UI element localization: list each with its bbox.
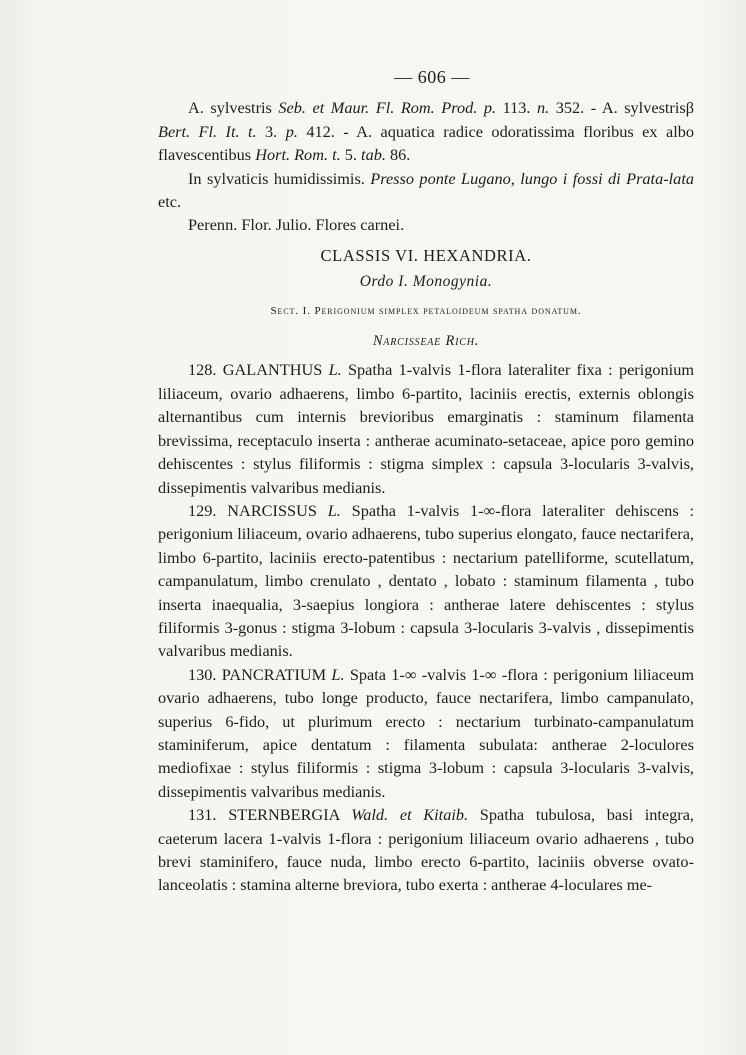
- ordo-heading: Ordo I. Monogynia.: [359, 273, 493, 291]
- genus-description: Spatha 1-valvis 1-∞-flora lateraliter dehiscens : perigonium liliaceum, ovario adhaerens, tubo superius elongato, fauce nectarifera, limbo 6-partito, laciniis erecto-patentibus : nectarium patelliforme, scutellatum, campanulatum, limbo crenulato , dentato , lobato : staminum filamenta , tubo inserta inaequalia, 3-saepius longiora : antherae latere dehiscentes : stylus filiformis 3-gonus : stigma 3-lobum : capsula 3-locularis 3-valvis , dissepimentis valvaribus medianis.: [158, 500, 694, 661]
- page-text: [158, 66, 694, 897]
- genus-author: Wald. et Kitaib.: [351, 805, 469, 825]
- synonym-text: 352. - A. sylvestris: [549, 98, 686, 118]
- synonym-text: 113.: [496, 98, 538, 118]
- synonym-citation: p.: [285, 121, 298, 141]
- genus-author: L.: [328, 360, 342, 380]
- genus-paragraph-pancratium: [158, 663, 694, 803]
- synonym-text: 3.: [256, 121, 286, 141]
- genus-description: Spatha 1-valvis 1-flora lateraliter fixa : perigonium liliaceum, ovario adhaerens, limbo 6-partito, laciniis erectis, externis oblongis alternantibus cum internis brevioribus emarginatis : staminum filamenta brevissima, receptaculo inserta : antherae acuminato-setaceae, apice poro gemino dehiscentes : stylus filiformis : stigma simplex : capsula 3-locularis 3-valvis, dissepimentis valvaribus medianis.: [158, 360, 695, 497]
- synonym-citation: tab.: [361, 145, 386, 165]
- synonym-citation: n.: [537, 98, 550, 118]
- tribe-heading: Narcisseae Rich.: [372, 333, 480, 350]
- habitat-locality: lata: [668, 168, 694, 188]
- genus-number: 130. PANCRATIUM: [188, 664, 332, 684]
- classis-heading: CLASSIS VI. HEXANDRIA.: [320, 245, 532, 265]
- genus-description: Spata 1-∞ -valvis 1-∞ -flora : perigonium liliaceum ovario adhaerens, tubo longe producto, fauce nectarifera, limbo campanulato, superius 6-fido, ut plurimum erecto : nectarium turbinato-campanulatum staminiferum, apice dentatum : filamenta subulata: antherae 2-loculores mediofixae : stylus filiformis : stigma 3-lobum : capsula 3-locularis 3-valvis, dissepimentis valvaribus medianis.: [158, 664, 694, 801]
- synonym-citation: Seb. et Maur. Fl. Rom. Prod. p.: [278, 98, 497, 118]
- genus-paragraph-narcissus: [158, 499, 694, 663]
- genus-paragraph-sternbergia: [158, 803, 694, 897]
- sect-heading: Sect. I. Perigonium simplex petaloideum spatha donatum.: [270, 304, 582, 317]
- genus-paragraph-galanthus: [158, 358, 694, 498]
- habitat-paragraph: [158, 167, 694, 214]
- habitat-locality: Presso ponte Lugano, lungo i fossi di Prata-: [370, 168, 669, 188]
- perenn-paragraph: Perenn. Flor. Julio. Flores carnei.: [188, 215, 405, 235]
- synonym-text: A. sylvestris: [188, 98, 279, 118]
- synonym-text: 412. - A. aquatica radice odoratissima floribus ex albo: [297, 121, 695, 141]
- genus-author: L.: [327, 500, 341, 520]
- synonym-text: flavescentibus: [158, 145, 256, 165]
- genus-number: 129. NARCISSUS: [188, 500, 328, 520]
- genus-number: 128. GALANTHUS: [188, 360, 329, 380]
- genus-number: 131. STERNBERGIA: [188, 805, 352, 825]
- page-number: — 606 —: [394, 67, 470, 87]
- habitat-text: In sylvaticis humidissimis.: [188, 168, 371, 188]
- synonym-paragraph: [158, 96, 694, 166]
- synonym-text: 5.: [340, 145, 362, 165]
- synonym-citation: Bert. Fl. It. t.: [158, 121, 257, 141]
- synonym-text: 86.: [385, 145, 411, 165]
- genus-description: Spatha tubulosa, basi integra, caeterum lacera 1-valvis 1-flora : perigonium liliaceum ovario adhaerens , tubo brevi staminifero, fauce nuda, limbo erecto 6-partito, laciniis obverse ovato-lanceolatis : stamina alterne breviora, tubo exerta : antherae 4-loculares me-: [158, 805, 694, 895]
- synonym-text: β: [685, 98, 695, 118]
- synonym-citation: Hort. Rom. t.: [255, 145, 341, 165]
- habitat-text: etc.: [158, 192, 182, 212]
- genus-author: L.: [331, 664, 345, 684]
